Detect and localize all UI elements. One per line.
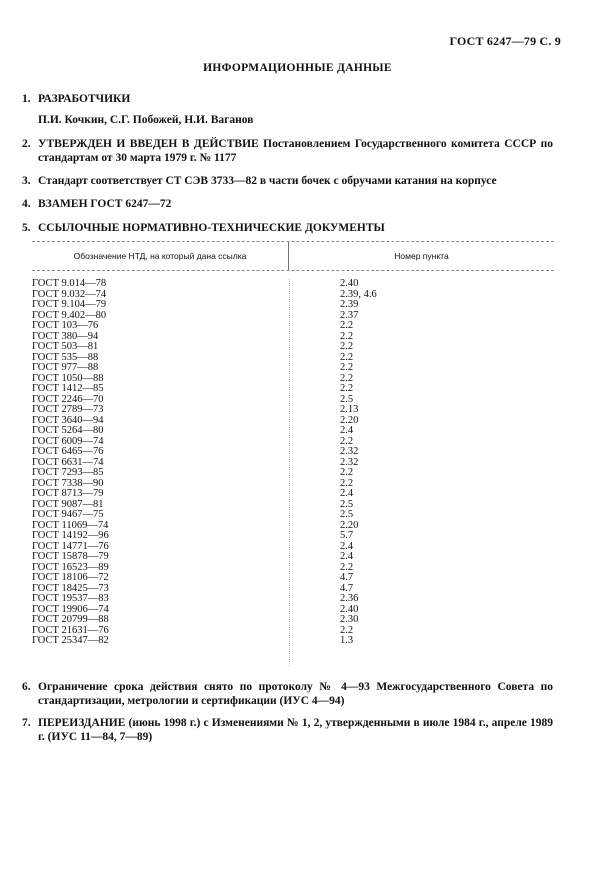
table-row xyxy=(32,426,554,437)
clause-cell: 2.40 xyxy=(340,278,359,289)
clause-cell: 2.20 xyxy=(340,519,359,531)
table-row xyxy=(32,416,554,427)
document-cell: ГОСТ 14192—96 xyxy=(32,530,109,541)
table-row xyxy=(32,594,554,605)
table-header-rule xyxy=(32,270,554,271)
clause-cell: 2.2 xyxy=(340,362,354,373)
column-header-clause: Номер пункта xyxy=(394,251,449,261)
clause-cell: 2.2 xyxy=(340,383,354,394)
section-heading: ССЫЛОЧНЫЕ НОРМАТИВНО-ТЕХНИЧЕСКИЕ ДОКУМЕНТЫ xyxy=(38,222,385,234)
clause-cell: 2.20 xyxy=(340,414,359,426)
table-row xyxy=(32,531,554,542)
table-row xyxy=(32,311,554,322)
clause-cell: 2.5 xyxy=(340,498,354,510)
table-row xyxy=(32,395,554,406)
section-number: 7. xyxy=(22,717,31,729)
section-heading: УТВЕРЖДЕН И ВВЕДЕН В ДЕЙСТВИЕ xyxy=(38,138,259,150)
table-row xyxy=(32,342,554,353)
table-row xyxy=(32,374,554,385)
clause-cell: 2.4 xyxy=(340,425,354,436)
page-title: ИНФОРМАЦИОННЫЕ ДАННЫЕ xyxy=(203,62,392,74)
table-row xyxy=(32,563,554,574)
document-cell: ГОСТ 20799—88 xyxy=(32,614,109,625)
clause-cell: 2.2 xyxy=(340,341,354,352)
document-cell: ГОСТ 18106—72 xyxy=(32,572,109,583)
table-row xyxy=(32,584,554,595)
clause-cell: 2.2 xyxy=(340,561,354,573)
page-header: ГОСТ 6247—79 С. 9 xyxy=(449,34,561,48)
table-row xyxy=(32,500,554,511)
document-cell: ГОСТ 6009—74 xyxy=(32,435,104,447)
table-row xyxy=(32,468,554,479)
clause-cell: 2.30 xyxy=(340,614,359,625)
clause-cell: 5.7 xyxy=(340,530,354,541)
document-cell: ГОСТ 9.402—80 xyxy=(32,309,107,321)
section-number: 2. xyxy=(22,138,31,150)
clause-cell: 2.2 xyxy=(340,624,354,636)
section-body: Ограничение срока действия снято по протоколу № 4—93 Межгосударственного Совета по стандартизации, метрологии и сертификации (ИУС 4—94) xyxy=(38,681,553,707)
document-cell: ГОСТ 103—76 xyxy=(32,320,99,331)
clause-cell: 2.13 xyxy=(340,404,359,415)
document-cell: ГОСТ 6631—74 xyxy=(32,456,104,468)
clause-cell: 2.2 xyxy=(340,330,354,342)
clause-cell: 2.39, 4.6 xyxy=(340,288,377,300)
table-row xyxy=(32,321,554,332)
section-4 xyxy=(22,197,559,211)
table-row xyxy=(32,353,554,364)
table-row xyxy=(32,279,554,290)
section-number: 3. xyxy=(22,175,31,187)
table-row xyxy=(32,636,554,647)
document-cell: ГОСТ 9.104—79 xyxy=(32,299,107,310)
section-body: (июнь 1998 г.) с Изменениями № 1, 2, утвержденными в июле 1984 г., апреле 1989 г. (ИУС 11—84, 7—89) xyxy=(38,717,554,743)
table-row xyxy=(32,521,554,532)
section-6 xyxy=(22,680,559,708)
document-cell: ГОСТ 7338—90 xyxy=(32,477,104,489)
clause-cell: 2.39 xyxy=(340,299,359,310)
document-cell: ГОСТ 7293—85 xyxy=(32,467,104,478)
section-text xyxy=(38,716,553,744)
clause-cell: 4.7 xyxy=(340,572,354,583)
document-cell: ГОСТ 380—94 xyxy=(32,330,99,342)
section-number: 4. xyxy=(22,198,31,210)
document-cell: ГОСТ 19537—83 xyxy=(32,593,109,604)
clause-cell: 2.4 xyxy=(340,551,354,562)
document-cell: ГОСТ 8713—79 xyxy=(32,488,104,499)
document-cell: ГОСТ 2789—73 xyxy=(32,404,104,415)
section-5 xyxy=(22,221,559,235)
document-cell: ГОСТ 977—88 xyxy=(32,362,99,373)
clause-cell: 1.3 xyxy=(340,635,354,646)
document-cell: ГОСТ 1050—88 xyxy=(32,372,104,384)
table-row xyxy=(32,479,554,490)
clause-cell: 2.2 xyxy=(340,351,354,363)
section-heading: РАЗРАБОТЧИКИ xyxy=(38,93,131,105)
table-row xyxy=(32,363,554,374)
table-row xyxy=(32,290,554,301)
clause-cell: 2.4 xyxy=(340,488,354,499)
document-cell: ГОСТ 1412—85 xyxy=(32,383,104,394)
section-body: Стандарт соответствует СТ СЭВ 3733—82 в части бочек с обручами катания на корпусе xyxy=(38,175,497,187)
developers-list: П.И. Кочкин, С.Г. Побожей, Н.И. Ваганов xyxy=(38,114,254,126)
clause-cell: 2.37 xyxy=(340,309,359,321)
table-row xyxy=(32,458,554,469)
document-cell: ГОСТ 503—81 xyxy=(32,341,99,352)
section-heading: ПЕРЕИЗДАНИЕ xyxy=(38,717,126,729)
clause-cell: 2.4 xyxy=(340,540,354,552)
document-cell: ГОСТ 21631—76 xyxy=(32,624,109,636)
section-3 xyxy=(22,174,559,188)
clause-cell: 2.2 xyxy=(340,467,354,478)
document-cell: ГОСТ 9.014—78 xyxy=(32,278,107,289)
section-number: 5. xyxy=(22,222,31,234)
document-cell: ГОСТ 11069—74 xyxy=(32,519,109,531)
document-cell: ГОСТ 18425—73 xyxy=(32,582,109,594)
document-cell: ГОСТ 19906—74 xyxy=(32,603,109,615)
table-row xyxy=(32,552,554,563)
table-body xyxy=(32,279,554,647)
clause-cell: 2.2 xyxy=(340,435,354,447)
clause-cell: 2.2 xyxy=(340,477,354,489)
document-cell: ГОСТ 5264—80 xyxy=(32,425,104,436)
section-number: 1. xyxy=(22,93,31,105)
table-row xyxy=(32,615,554,626)
document-cell: ГОСТ 16523—89 xyxy=(32,561,109,573)
table-header xyxy=(32,242,554,270)
table-row xyxy=(32,405,554,416)
section-text xyxy=(38,137,553,165)
table-row xyxy=(32,384,554,395)
table-row xyxy=(32,510,554,521)
document-cell: ГОСТ 25347—82 xyxy=(32,635,109,646)
clause-cell: 2.5 xyxy=(340,509,354,520)
clause-cell: 2.2 xyxy=(340,320,354,331)
section-7 xyxy=(22,716,559,744)
document-cell: ГОСТ 2246—70 xyxy=(32,393,104,405)
section-number: 6. xyxy=(22,681,31,693)
table-row xyxy=(32,437,554,448)
section-heading: ВЗАМЕН ГОСТ 6247—72 xyxy=(38,198,172,210)
document-cell: ГОСТ 9087—81 xyxy=(32,498,104,510)
section-1 xyxy=(22,92,559,106)
section-2 xyxy=(22,137,559,165)
table-row xyxy=(32,542,554,553)
column-divider xyxy=(289,279,290,666)
table-row xyxy=(32,489,554,500)
table-row xyxy=(32,626,554,637)
document-cell: ГОСТ 15878—79 xyxy=(32,551,109,562)
document-cell: ГОСТ 9467—75 xyxy=(32,509,104,520)
clause-cell: 2.32 xyxy=(340,456,359,468)
document-cell: ГОСТ 535—88 xyxy=(32,351,99,363)
clause-cell: 2.5 xyxy=(340,393,354,405)
clause-cell: 4.7 xyxy=(340,582,354,594)
document-cell: ГОСТ 14771—76 xyxy=(32,540,109,552)
table-row xyxy=(32,447,554,458)
references-table xyxy=(32,241,554,647)
table-row xyxy=(32,573,554,584)
table-row xyxy=(32,605,554,616)
clause-cell: 2.36 xyxy=(340,593,359,604)
document-cell: ГОСТ 3640—94 xyxy=(32,414,104,426)
section-body: Постановлением Государственного комитета СССР по стандартам от 30 марта 1979 г. № 1177 xyxy=(38,138,553,164)
clause-cell: 2.40 xyxy=(340,603,359,615)
document-cell: ГОСТ 9.032—74 xyxy=(32,288,107,300)
table-row xyxy=(32,332,554,343)
clause-cell: 2.32 xyxy=(340,446,359,457)
clause-cell: 2.2 xyxy=(340,372,354,384)
column-header-document: Обозначение НТД, на который дана ссылка xyxy=(32,242,289,270)
document-cell: ГОСТ 6465—76 xyxy=(32,446,104,457)
table-row xyxy=(32,300,554,311)
